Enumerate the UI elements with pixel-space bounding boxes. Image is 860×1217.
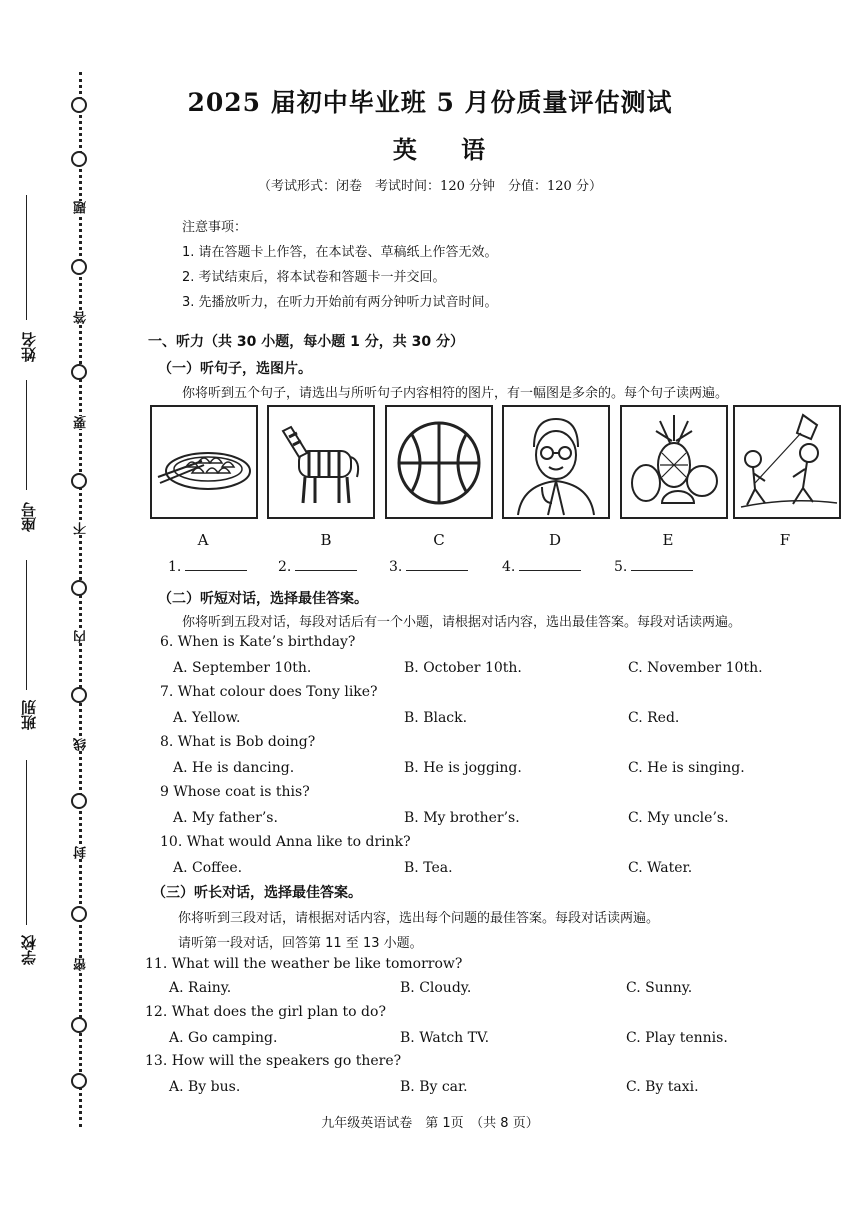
option-a[interactable]: A. He is dancing. (173, 760, 295, 776)
option-c[interactable]: C. He is singing. (628, 760, 745, 776)
seal-circle (71, 580, 87, 596)
school-field-line[interactable] (26, 760, 27, 925)
option-a[interactable]: A. Coffee. (173, 860, 243, 876)
seal-circle (71, 1017, 87, 1033)
answer-blank[interactable] (278, 558, 357, 575)
question-9: 9 Whose coat is this? (160, 784, 310, 800)
seal-char: 密 (74, 958, 89, 971)
option-b[interactable]: B. By car. (400, 1079, 468, 1095)
seal-circle (71, 687, 87, 703)
sec2-instruction: 你将听到五段对话，每段对话后有一个小题，请根据对话内容，选出最佳答案。每段对话读两遍。 (182, 615, 742, 630)
class-field-line[interactable] (26, 560, 27, 690)
option-c[interactable]: C. November 10th. (628, 660, 763, 676)
seal-circle (71, 364, 87, 380)
blank-number: 5. (614, 559, 628, 575)
option-a[interactable]: A. Rainy. (169, 980, 232, 996)
sec2-heading: （二）听短对话，选择最佳答案。 (158, 591, 368, 607)
name-label: 姓名 (20, 332, 38, 362)
part1-heading-text: 一、听力（共 30 小题，每小题 1 分，共 30 分） (148, 334, 464, 350)
question-13: 13. How will the speakers go there? (145, 1053, 402, 1069)
seal-char: 答 (74, 311, 89, 324)
basketball-icon (387, 407, 491, 517)
dumplings-plate-icon (152, 407, 256, 517)
sec3-heading: （三）听长对话，选择最佳答案。 (152, 885, 362, 901)
picture-letter: E (662, 531, 674, 549)
blank-number: 1. (168, 559, 182, 575)
option-c[interactable]: C. Red. (628, 710, 680, 726)
sec1-instruction: 你将听到五个句子，请选出与所听句子内容相符的图片，有一幅图是多余的。每个句子读两遍。 (182, 386, 729, 401)
note-item: 3. 先播放听力，在听力开始前有两分钟听力试音时间。 (182, 295, 498, 310)
sec3-instruction: 你将听到三段对话，请根据对话内容，选出每个问题的最佳答案。每段对话读两遍。 (178, 911, 660, 926)
zebra-icon (269, 407, 373, 517)
note-item: 1. 请在答题卡上作答，在本试卷、草稿纸上作答无效。 (182, 245, 498, 260)
option-c[interactable]: C. My uncle’s. (628, 810, 729, 826)
seal-circle (71, 906, 87, 922)
seal-circle (71, 473, 87, 489)
seal-char: 题 (74, 201, 89, 214)
page-footer: 九年级英语试卷 第 1页 （共 8 页） (321, 1116, 539, 1131)
picture-f (733, 405, 841, 519)
seal-char: 线 (74, 738, 89, 751)
answer-blank[interactable] (389, 558, 468, 575)
kite-flying-icon (735, 407, 839, 517)
option-b[interactable]: B. Watch TV. (400, 1030, 490, 1046)
option-c[interactable]: C. Water. (628, 860, 693, 876)
seal-char: 封 (74, 846, 89, 859)
notes-block (182, 215, 498, 315)
seal-circle (71, 1073, 87, 1089)
answer-blank[interactable] (614, 558, 693, 575)
picture-letter: A (197, 531, 209, 549)
question-6: 6. When is Kate’s birthday? (160, 634, 356, 650)
blank-number: 4. (502, 559, 516, 575)
sec3-instruction-2: 请听第一段对话，回答第 11 至 13 小题。 (178, 936, 423, 951)
seal-char: 不 (74, 522, 89, 535)
seal-char: 内 (74, 630, 89, 643)
picture-a (150, 405, 258, 519)
exam-info: （考试形式：闭卷 考试时间：120 分钟 分值：120 分） (258, 179, 602, 194)
option-c[interactable]: C. Sunny. (626, 980, 693, 996)
notes-heading: 注意事项： (182, 220, 248, 235)
blank-number: 3. (389, 559, 403, 575)
option-b[interactable]: B. My brother’s. (404, 810, 520, 826)
option-b[interactable]: B. Black. (404, 710, 468, 726)
option-b[interactable]: B. He is jogging. (404, 760, 522, 776)
seat-field-line[interactable] (26, 380, 27, 490)
part1-heading (148, 331, 464, 351)
answer-blank[interactable] (168, 558, 247, 575)
option-a[interactable]: A. September 10th. (173, 660, 312, 676)
option-a[interactable]: A. By bus. (169, 1079, 241, 1095)
seal-circle (71, 259, 87, 275)
note-item: 2. 考试结束后，将本试卷和答题卡一并交回。 (182, 270, 446, 285)
picture-letter: F (779, 531, 791, 549)
option-c[interactable]: C. By taxi. (626, 1079, 699, 1095)
picture-b (267, 405, 375, 519)
option-a[interactable]: A. My father’s. (173, 810, 278, 826)
school-label: 学校 (20, 935, 38, 965)
picture-d (502, 405, 610, 519)
option-b[interactable]: B. Cloudy. (400, 980, 472, 996)
option-a[interactable]: A. Go camping. (169, 1030, 278, 1046)
option-c[interactable]: C. Play tennis. (626, 1030, 728, 1046)
exam-title: 2025 届初中毕业班 5 月份质量评估测试 (187, 88, 673, 117)
option-a[interactable]: A. Yellow. (173, 710, 241, 726)
subject-title: 英 语 (392, 135, 504, 164)
sec1-heading: （一）听句子，选图片。 (158, 361, 312, 377)
doctor-icon (504, 407, 608, 517)
question-8: 8. What is Bob doing? (160, 734, 316, 750)
class-label: 班别 (20, 700, 38, 730)
question-12: 12. What does the girl plan to do? (145, 1004, 386, 1020)
question-7: 7. What colour does Tony like? (160, 684, 378, 700)
name-field-line[interactable] (26, 195, 27, 320)
seal-circle (71, 793, 87, 809)
picture-letter: C (433, 531, 445, 549)
blank-number: 2. (278, 559, 292, 575)
question-11: 11. What will the weather be like tomorrow? (145, 956, 463, 972)
picture-c (385, 405, 493, 519)
seat-label: 座号 (20, 502, 38, 532)
picture-letter: B (320, 531, 332, 549)
answer-blank[interactable] (502, 558, 581, 575)
picture-e (620, 405, 728, 519)
option-b[interactable]: B. Tea. (404, 860, 453, 876)
seal-char: 要 (74, 416, 89, 429)
picture-letter: D (548, 531, 562, 549)
option-b[interactable]: B. October 10th. (404, 660, 522, 676)
question-10: 10. What would Anna like to drink? (160, 834, 411, 850)
fruits-icon (622, 407, 726, 517)
